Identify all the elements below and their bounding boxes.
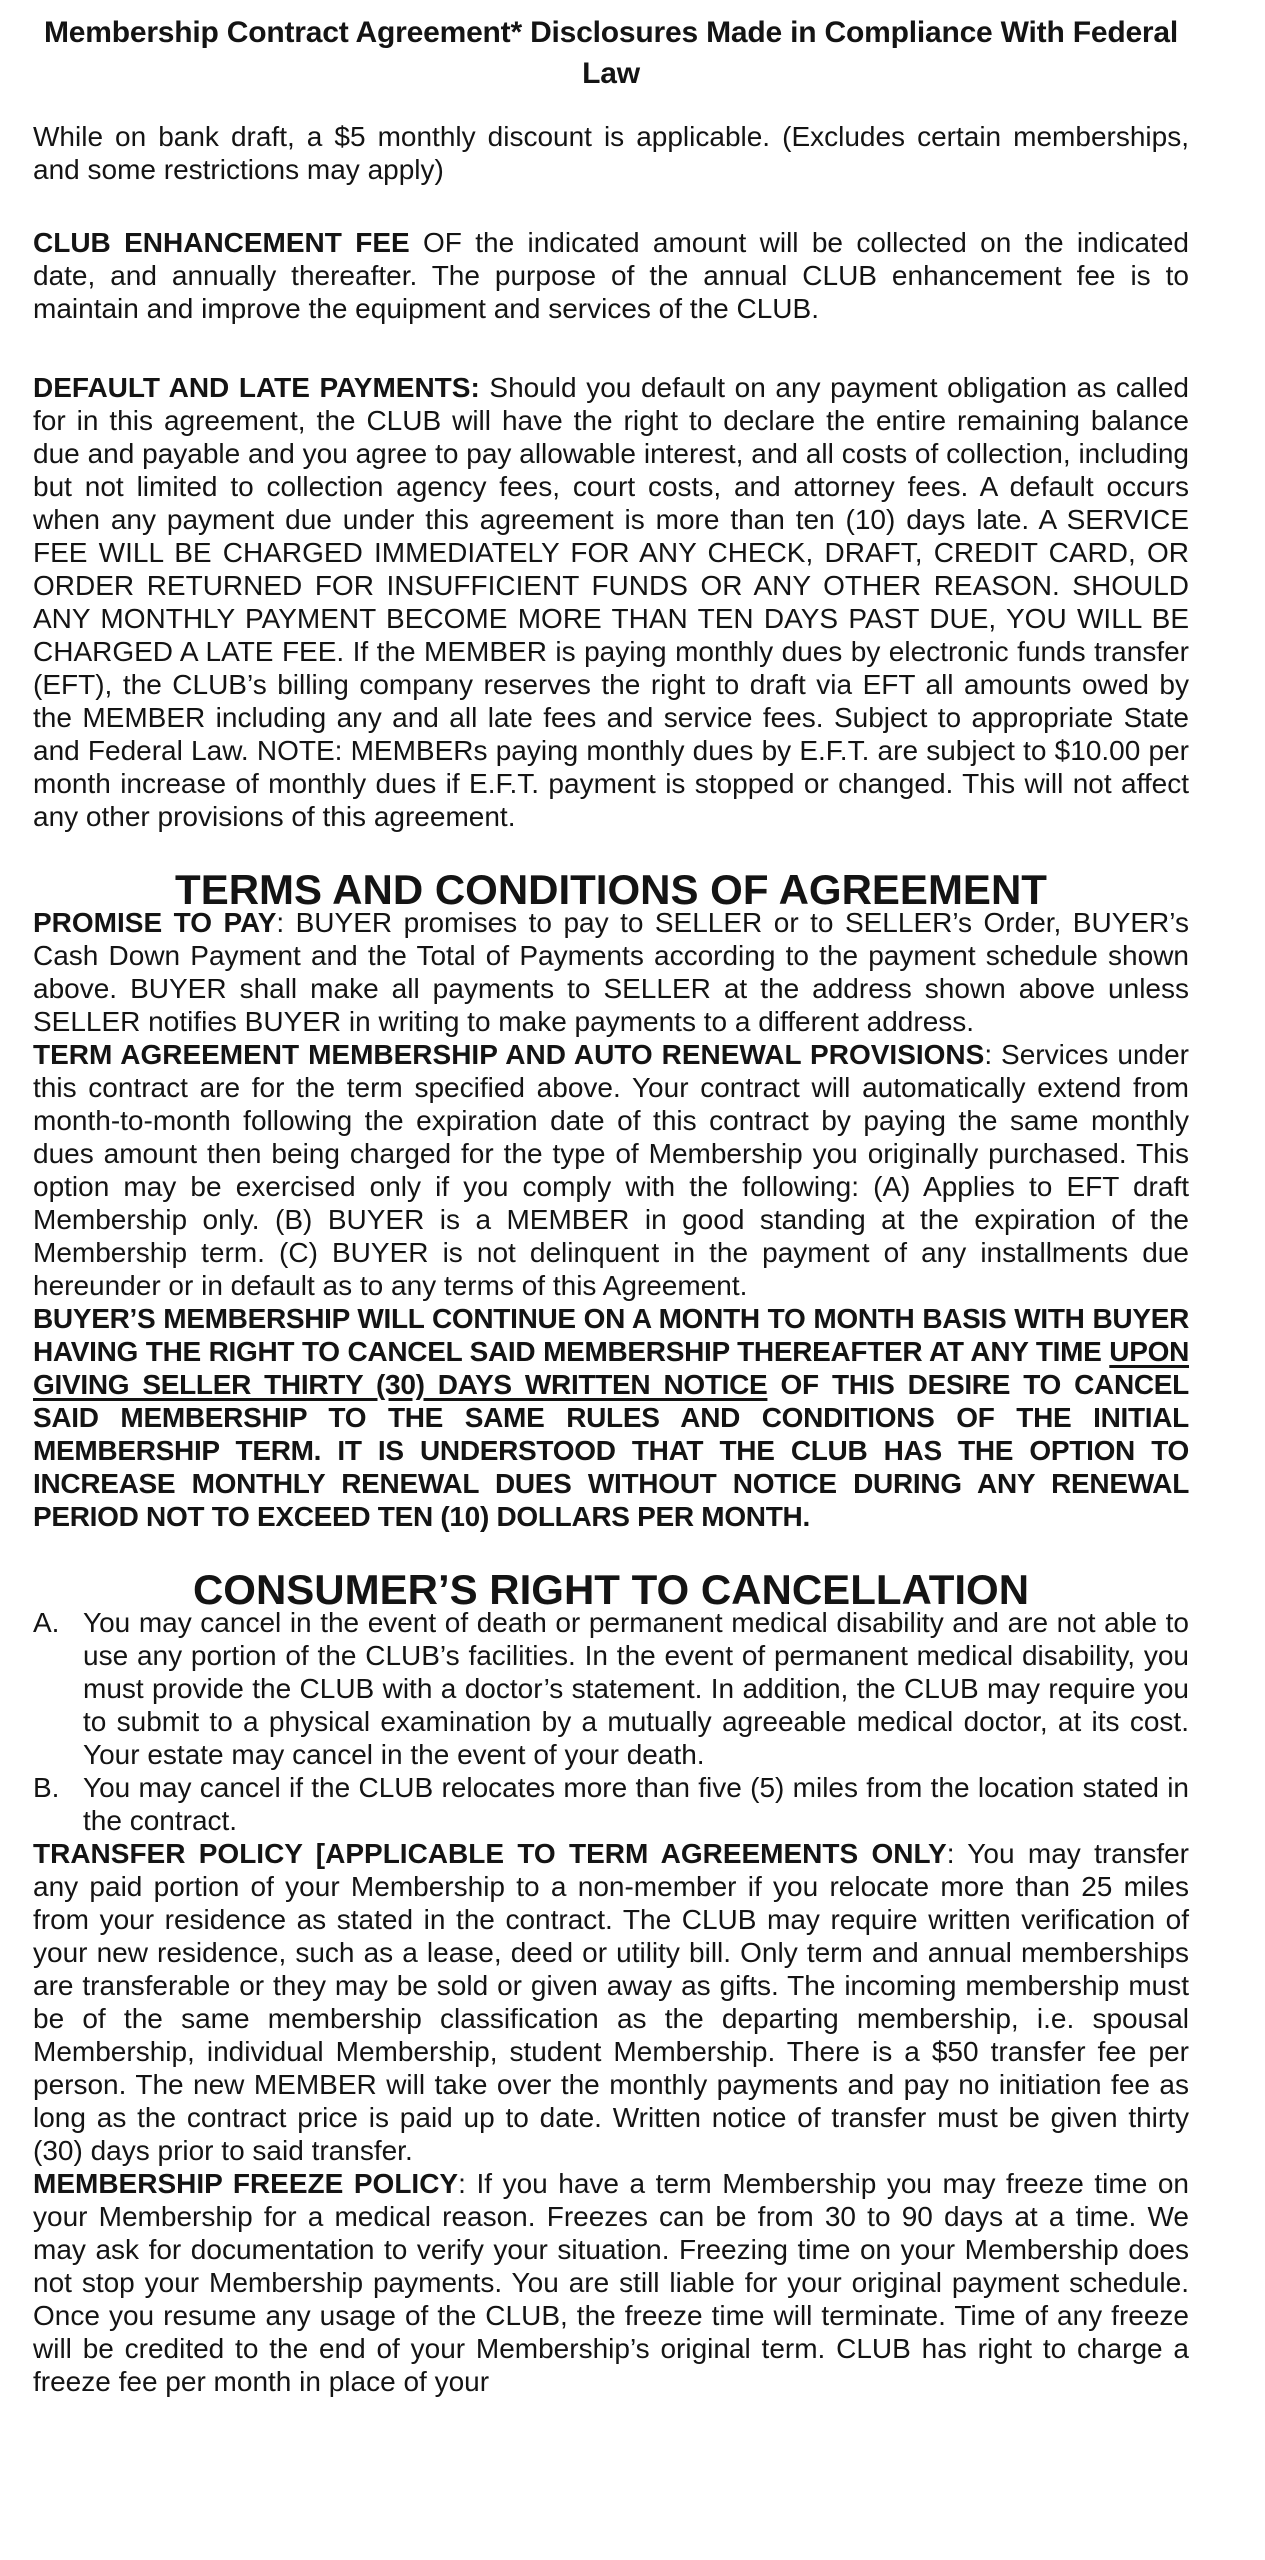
month-to-month-paragraph — [33, 1302, 1189, 1533]
list-marker-a: A. — [33, 1607, 60, 1638]
consumers-right-heading: CONSUMER’S RIGHT TO CANCELLATION — [192, 1566, 1030, 1613]
freeze-policy-lead: MEMBERSHIP FREEZE POLICY — [33, 2168, 459, 2199]
cancellation-item-a — [33, 1606, 1189, 1771]
cancellation-item-b-text: You may cancel if the CLUB relocates more than five (5) miles from the location stated in the contract. — [83, 1772, 1189, 1836]
default-late-lead: DEFAULT AND LATE PAYMENTS: — [33, 372, 480, 403]
intro-paragraph: While on bank draft, a $5 monthly discount is applicable. (Excludes certain memberships, and some restrictions may apply) — [33, 121, 1189, 185]
promise-to-pay-body: : BUYER promises to pay to SELLER or to SELLER’s Order, BUYER’s Cash Down Payment and the Total of Payments according to the payment schedule shown above. BUYER shall make all payments to SELLER at the address shown above unless SELLER notifies BUYER in writing to make payments to a different address. — [33, 907, 1189, 1037]
default-late-body: Should you default on any payment obligation as called for in this agreement, the CLUB will have the right to declare the entire remaining balance due and payable and you agree to pay allowable interest, and all costs of collection, including but not limited to collection agency fees, court costs, and attorney fees. A default occurs when any payment due under this agreement is more than ten (10) days late. A SERVICE FEE WILL BE CHARGED IMMEDIATELY FOR ANY CHECK, DRAFT, CREDIT CARD, OR ORDER RETURNED FOR INSUFFICIENT FUNDS OR ANY OTHER REASON. SHOULD ANY MONTHLY PAYMENT BECOME MORE THAN TEN DAYS PAST DUE, YOU WILL BE CHARGED A LATE FEE. If the MEMBER is paying monthly dues by electronic funds transfer (EFT), the CLUB’s billing company reserves the right to draft via EFT all amounts owed by the MEMBER including any and all late fees and service fees. Subject to appropriate State and Federal Law. NOTE: MEMBERs paying monthly dues by E.F.T. are subject to $10.00 per month increase of monthly dues if E.F.T. payment is stopped or changed. This will not affect any other provisions of this agreement. — [33, 372, 1190, 832]
promise-to-pay-paragraph — [33, 906, 1189, 1038]
transfer-policy-body: : You may transfer any paid portion of your Membership to a non-member if you relocate more than 25 miles from your residence as stated in the contract. The CLUB may require written verification of your new residence, such as a lease, deed or utility bill. Only term and annual memberships are transferable or they may be sold or given away as gifts. The incoming membership must be of the same membership classification as the departing membership, i.e. spousal Membership, individual Membership, student Membership. There is a $50 transfer fee per person. The new MEMBER will take over the monthly payments and pay no initiation fee as long as the contract price is paid up to date. Written notice of transfer must be given thirty (30) days prior to said transfer. — [33, 1838, 1189, 2166]
cancellation-item-b — [33, 1771, 1189, 1837]
list-marker-b: B. — [33, 1772, 60, 1803]
month-to-month-after: OF THIS DESIRE TO CANCEL SAID MEMBERSHIP TO THE SAME RULES AND CONDITIONS OF THE INITIAL MEMBERSHIP TERM. IT IS UNDERSTOOD THAT THE CLUB HAS THE OPTION TO INCREASE MONTHLY RENEWAL DUES WITHOUT NOTICE DURING ANY RENEWAL PERIOD NOT TO EXCEED TEN (10) DOLLARS PER MONTH. — [33, 1369, 1189, 1532]
club-enhancement-paragraph — [33, 226, 1189, 325]
transfer-policy-paragraph — [33, 1837, 1189, 2167]
club-enhancement-body: OF the indicated amount will be collected on the indicated date, and annually thereafter. The purpose of the annual CLUB enhancement fee is to maintain and improve the equipment and services of the CLUB. — [33, 227, 1189, 324]
transfer-policy-lead: TRANSFER POLICY [APPLICABLE TO TERM AGREEMENTS ONLY — [33, 1838, 947, 1869]
club-enhancement-lead: CLUB ENHANCEMENT FEE — [33, 227, 410, 258]
term-agreement-lead: TERM AGREEMENT MEMBERSHIP AND AUTO RENEWAL PROVISIONS — [33, 1039, 985, 1070]
freeze-policy-body: : If you have a term Membership you may freeze time on your Membership for a medical reason. Freezes can be from 30 to 90 days at a time. We may ask for documentation to verify your situation. Freezing time on your Membership does not stop your Membership payments. You are still liable for your original payment schedule. Once you resume any usage of the CLUB, the freeze time will terminate. Time of any freeze will be credited to the end of your Membership’s original term. CLUB has right to charge a freeze fee per month in place of your — [33, 2168, 1189, 2397]
term-agreement-paragraph — [33, 1038, 1189, 1302]
thirty-days-notice-underlined: UPON GIVING SELLER THIRTY (30) DAYS WRITTEN NOTICE — [33, 1336, 1189, 1400]
term-agreement-body: : Services under this contract are for the term specified above. Your contract will automatically extend from month-to-month following the expiration date of this contract by paying the same monthly dues amount then being charged for the type of Membership you originally purchased. This option may be exercised only if you comply with the following: (A) Applies to EFT draft Membership only. (B) BUYER is a MEMBER in good standing at the expiration of the Membership term. (C) BUYER is not delinquent in the payment of any installments due hereunder or in default as to any terms of this Agreement. — [33, 1039, 1189, 1301]
freeze-policy-paragraph — [33, 2167, 1189, 2398]
month-to-month-before: BUYER’S MEMBERSHIP WILL CONTINUE ON A MONTH TO MONTH BASIS WITH BUYER HAVING THE RIGHT TO CANCEL SAID MEMBERSHIP THEREAFTER AT ANY TIME — [33, 1303, 1189, 1367]
default-late-paragraph — [33, 371, 1189, 833]
terms-and-conditions-heading: TERMS AND CONDITIONS OF AGREEMENT — [175, 866, 1047, 913]
cancellation-list — [33, 1606, 1189, 1837]
doc-title: Membership Contract Agreement* Disclosures Made in Compliance With Federal Law — [43, 16, 1179, 90]
cancellation-item-a-text: You may cancel in the event of death or permanent medical disability and are not able to use any portion of the CLUB’s facilities. In the event of permanent medical disability, you must provide the CLUB with a doctor’s statement. In addition, the CLUB may require you to submit to a physical examination by a mutually agreeable medical doctor, at its cost. Your estate may cancel in the event of your death. — [83, 1607, 1189, 1770]
promise-to-pay-lead: PROMISE TO PAY — [33, 907, 277, 938]
